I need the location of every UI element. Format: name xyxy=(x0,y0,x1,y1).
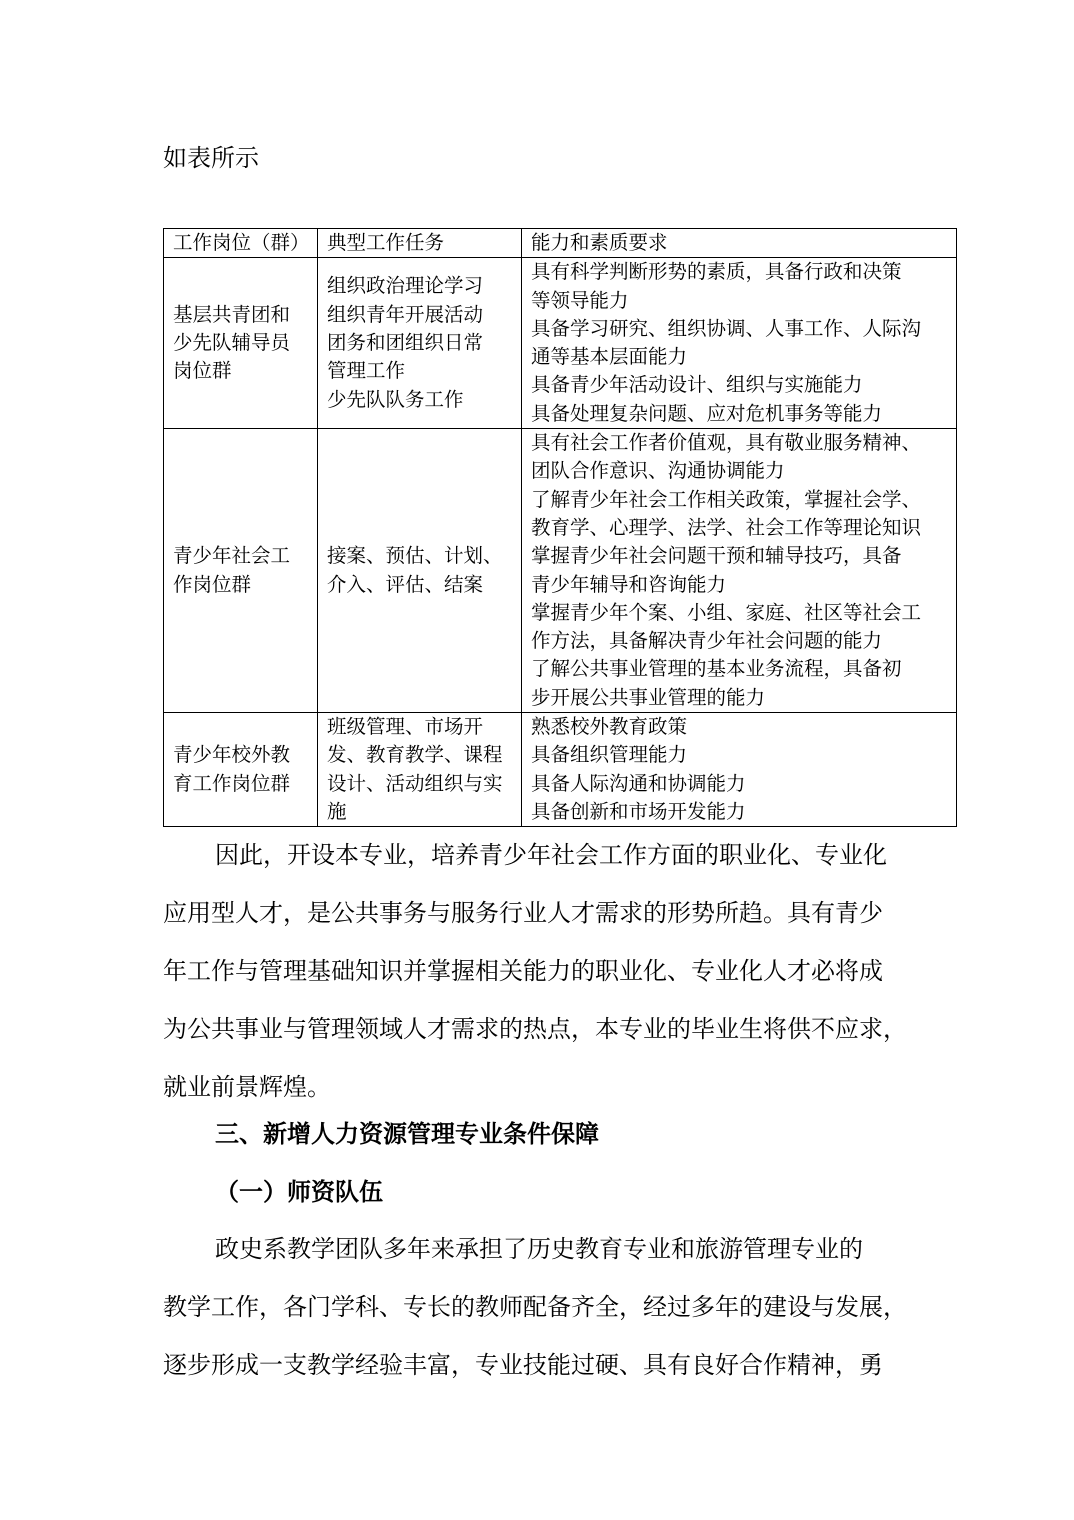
cell-line: 青少年社会工 xyxy=(173,544,291,568)
cell-line: 通等基本层面能力 xyxy=(531,345,688,369)
requirements-cell xyxy=(522,258,957,429)
paragraph-faculty xyxy=(163,1220,923,1394)
tasks-cell xyxy=(318,429,522,713)
cell-line: 步开展公共事业管理的能力 xyxy=(531,685,766,709)
paragraph-conclusion xyxy=(163,826,923,1116)
cell-line: 等领导能力 xyxy=(531,288,629,312)
requirements-cell xyxy=(522,713,957,827)
job-requirements-table xyxy=(163,228,957,827)
position-cell xyxy=(164,258,318,429)
cell-line: 具备处理复杂问题、应对危机事务等能力 xyxy=(531,401,883,425)
cell-line: 具备青少年活动设计、组织与实施能力 xyxy=(531,373,863,397)
cell-line: 岗位群 xyxy=(173,359,232,383)
intro-text: 如表所示 xyxy=(163,144,259,172)
paragraph-line: 教学工作，各门学科、专长的教师配备齐全，经过多年的建设与发展， xyxy=(163,1293,907,1321)
paragraph-line: 应用型人才，是公共事务与服务行业人才需求的形势所趋。具有青少 xyxy=(163,899,883,927)
header-position: 工作岗位（群） xyxy=(164,229,318,258)
cell-line: 少先队队务工作 xyxy=(327,387,464,411)
cell-line: 掌握青少年社会问题干预和辅导技巧，具备 xyxy=(531,544,902,568)
cell-line: 基层共青团和 xyxy=(173,302,291,326)
cell-line: 青少年辅导和咨询能力 xyxy=(531,572,727,596)
section-heading: 三、新增人力资源管理专业条件保障 xyxy=(215,1120,599,1148)
cell-line: 具有科学判断形势的素质，具备行政和决策 xyxy=(531,260,902,284)
cell-line: 具备学习研究、组织协调、人事工作、人际沟 xyxy=(531,316,922,340)
subsection-heading: （一）师资队伍 xyxy=(215,1178,383,1206)
cell-line: 了解公共事业管理的基本业务流程，具备初 xyxy=(531,657,902,681)
paragraph-line: 因此，开设本专业，培养青少年社会工作方面的职业化、专业化 xyxy=(215,841,887,869)
header-requirements: 能力和素质要求 xyxy=(522,229,957,258)
cell-line: 熟悉校外教育政策 xyxy=(531,715,688,739)
cell-line: 组织青年开展活动 xyxy=(327,302,484,326)
cell-line: 育工作岗位群 xyxy=(173,771,291,795)
cell-line: 了解青少年社会工作相关政策，掌握社会学、 xyxy=(531,487,922,511)
cell-line: 掌握青少年个案、小组、家庭、社区等社会工 xyxy=(531,600,922,624)
cell-line: 具备创新和市场开发能力 xyxy=(531,799,746,823)
cell-line: 介入、评估、结案 xyxy=(327,572,484,596)
paragraph-line: 为公共事业与管理领域人才需求的热点，本专业的毕业生将供不应求， xyxy=(163,1015,907,1043)
table-row xyxy=(164,713,957,827)
paragraph-line: 就业前景辉煌。 xyxy=(163,1073,331,1101)
cell-line: 青少年校外教 xyxy=(173,743,291,767)
cell-line: 接案、预估、计划、 xyxy=(327,544,503,568)
cell-line: 管理工作 xyxy=(327,359,406,383)
cell-line: 作岗位群 xyxy=(173,572,252,596)
cell-line: 施 xyxy=(327,799,347,823)
cell-line: 具备组织管理能力 xyxy=(531,743,688,767)
cell-line: 少先队辅导员 xyxy=(173,331,291,355)
cell-line: 班级管理、市场开 xyxy=(327,715,484,739)
cell-line: 发、教育教学、课程 xyxy=(327,743,503,767)
cell-line: 教育学、心理学、法学、社会工作等理论知识 xyxy=(531,515,922,539)
tasks-cell xyxy=(318,258,522,429)
requirements-cell xyxy=(522,429,957,713)
table-row xyxy=(164,429,957,713)
cell-line: 组织政治理论学习 xyxy=(327,274,484,298)
position-cell xyxy=(164,713,318,827)
cell-line: 具备人际沟通和协调能力 xyxy=(531,771,746,795)
cell-line: 具有社会工作者价值观，具有敬业服务精神、 xyxy=(531,431,922,455)
cell-line: 设计、活动组织与实 xyxy=(327,771,503,795)
cell-line: 作方法，具备解决青少年社会问题的能力 xyxy=(531,629,883,653)
header-tasks: 典型工作任务 xyxy=(318,229,522,258)
cell-line: 团务和团组织日常 xyxy=(327,331,484,355)
position-cell xyxy=(164,429,318,713)
tasks-cell xyxy=(318,713,522,827)
paragraph-line: 政史系教学团队多年来承担了历史教育专业和旅游管理专业的 xyxy=(215,1235,863,1263)
paragraph-line: 逐步形成一支教学经验丰富，专业技能过硬、具有良好合作精神，勇 xyxy=(163,1351,883,1379)
table-row xyxy=(164,258,957,429)
table-header-row xyxy=(164,229,957,258)
cell-line: 团队合作意识、沟通协调能力 xyxy=(531,459,785,483)
paragraph-line: 年工作与管理基础知识并掌握相关能力的职业化、专业化人才必将成 xyxy=(163,957,883,985)
